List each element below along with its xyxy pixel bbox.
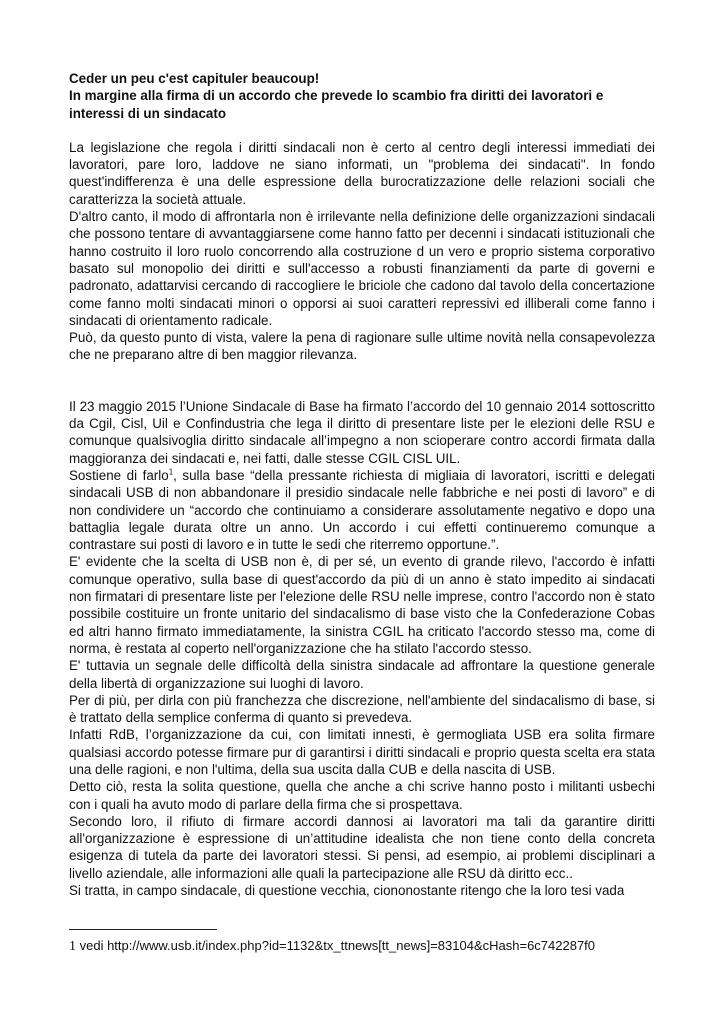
spacer: [69, 364, 655, 398]
paragraph-7: E' tuttavia un segnale delle difficoltà della sinistra sindacale ad affrontare la questione generale della libertà di organizzazione sui luoghi di lavoro.: [69, 658, 655, 691]
paragraph-5: [69, 467, 655, 553]
paragraph-3: Può, da questo punto di vista, valere la pena di ragionare sulle ultime novità nella consapevolezza che ne preparano altre di ben maggior rilevanza.: [69, 330, 655, 363]
paragraph-6: E' evidente che la scelta di USB non è, di per sé, un evento di grande rilevo, l'accordo è infatti comunque operativo, sulla base di quest'accordo da più di un anno è stato impedito ai sindacati non firmatari di presentare liste per l'elezione delle RSU nelle imprese, contro l'accordo non è stato possibile costituire un fronte unitario del sindacalismo di base visto che la Confederazione Cobas ed altri hanno firmato immediatamente, la sinistra CGIL ha criticato l'accordo stesso ma, come di norma, è restata al coperto nell'organizzazione che ha stilato l'accordo stesso.: [69, 554, 655, 656]
paragraph-8: Per di più, per dirla con più franchezza che discrezione, nell'ambiente del sindacalismo di base, si è trattato della semplice conferma di quanto si prevedeva.: [69, 692, 655, 726]
document-page: [69, 70, 655, 899]
document-title: Ceder un peu c'est capituler beaucoup!: [69, 71, 320, 86]
paragraph-2: D'altro canto, il modo di affrontarla non è irrilevante nella definizione delle organizzazioni sindacali che possono tentare di avvantaggiarsene come hanno fatto per decenni i sindacati istituzionali che hanno costruito il loro ruolo concorrendo alla costruzione d un vero e proprio sistema corporativo basato sul monopolio dei diritti e sull'accesso a robusti finanziamenti da parte di governi e padronato, adattarvisi cercando di raccogliere le briciole che cadono dal tavolo della concertazione come fanno molti sindacati minori o opporsi ai suoi caratteri repressivi ed illiberali come fanno i sindacati di orientamento radicale.: [69, 209, 655, 328]
paragraph-11: Secondo loro, il rifiuto di firmare accordi dannosi ai lavoratori ma tali da garantire diritti all'organizzazione è espressione di un’attitudine idealista che non tiene conto della concreta esigenza di tutela da parte dei lavoratori stessi. Si pensi, ad esempio, ai problemi disciplinari a livello aziendale, alle informazioni alle quali la partecipazione alle RSU dà diritto ecc..: [69, 813, 655, 881]
paragraph-10: Detto ciò, resta la solita questione, quella che anche a chi scrive hanno posto i militanti usbechi con i quali ha avuto modo di parlare della firma che si prospettava.: [69, 779, 655, 812]
paragraph-1: La legislazione che regola i diritti sindacali non è certo al centro degli interessi immediati dei lavoratori, pare loro, laddove ne siano informati, un "problema dei sindacati". In fondo quest'indifferenza è una delle espressione della burocratizzazione delle relazioni sociali che caratterizza la società attuale.: [69, 139, 655, 207]
paragraph-4: Il 23 maggio 2015 l’Unione Sindacale di Base ha firmato l’accordo del 10 gennaio 2014 sottoscritto da Cgil, Cisl, Uil e Confindustria che lega il diritto di presentare liste per le elezioni delle RSU e comunque qualsivoglia diritto sindacale all’impegno a non scioperare contro accordi firmata dalla maggioranza dei sindacati e, nei fatti, dalle stesse CGIL CISL UIL.: [69, 398, 655, 466]
footnote: [69, 938, 669, 955]
footnote-separator: [69, 929, 217, 930]
footnote-reference[interactable]: 1: [168, 467, 174, 477]
spacer: [69, 122, 655, 139]
paragraph-9: Infatti RdB, l’organizzazione da cui, con limitati innesti, è germogliata USB era solita firmare qualsiasi accordo potesse firmare pur di garantirsi i diritti sindacali e proprio questa scelta era stata una delle ragioni, e non l'ultima, della sua uscita dalla CUB e della nascita di USB.: [69, 727, 655, 777]
footnote-text[interactable]: vedi http://www.usb.it/index.php?id=1132&tx_ttnews[tt_news]=83104&cHash=6c742287f0: [76, 938, 596, 953]
paragraph-5-rest: , sulla base “della pressante richiesta di migliaia di lavoratori, iscritti e delegati sindacali USB di non abbandonare il presidio sindacale nelle fabbriche e nei posti di lavoro” e di non condividere un “accordo che continuiamo a considerare assolutamente negativo e dopo una battaglia legale durata oltre un anno. Un accordo i cui effetti continueremo comunque a contrastare sui posti di lavoro e in tutte le sedi che riterremo opportune.”.: [69, 467, 656, 553]
document-subtitle: In margine alla firma di un accordo che prevede lo scambio fra diritti dei lavoratori e interessi di un sindacato: [69, 88, 604, 121]
paragraph-5-start: Sostiene di farlo: [69, 467, 169, 483]
footnote-number: 1: [69, 939, 76, 954]
paragraph-12: Si tratta, in campo sindacale, di questione vecchia, ciononostante ritengo che la loro tesi vada: [69, 883, 625, 899]
